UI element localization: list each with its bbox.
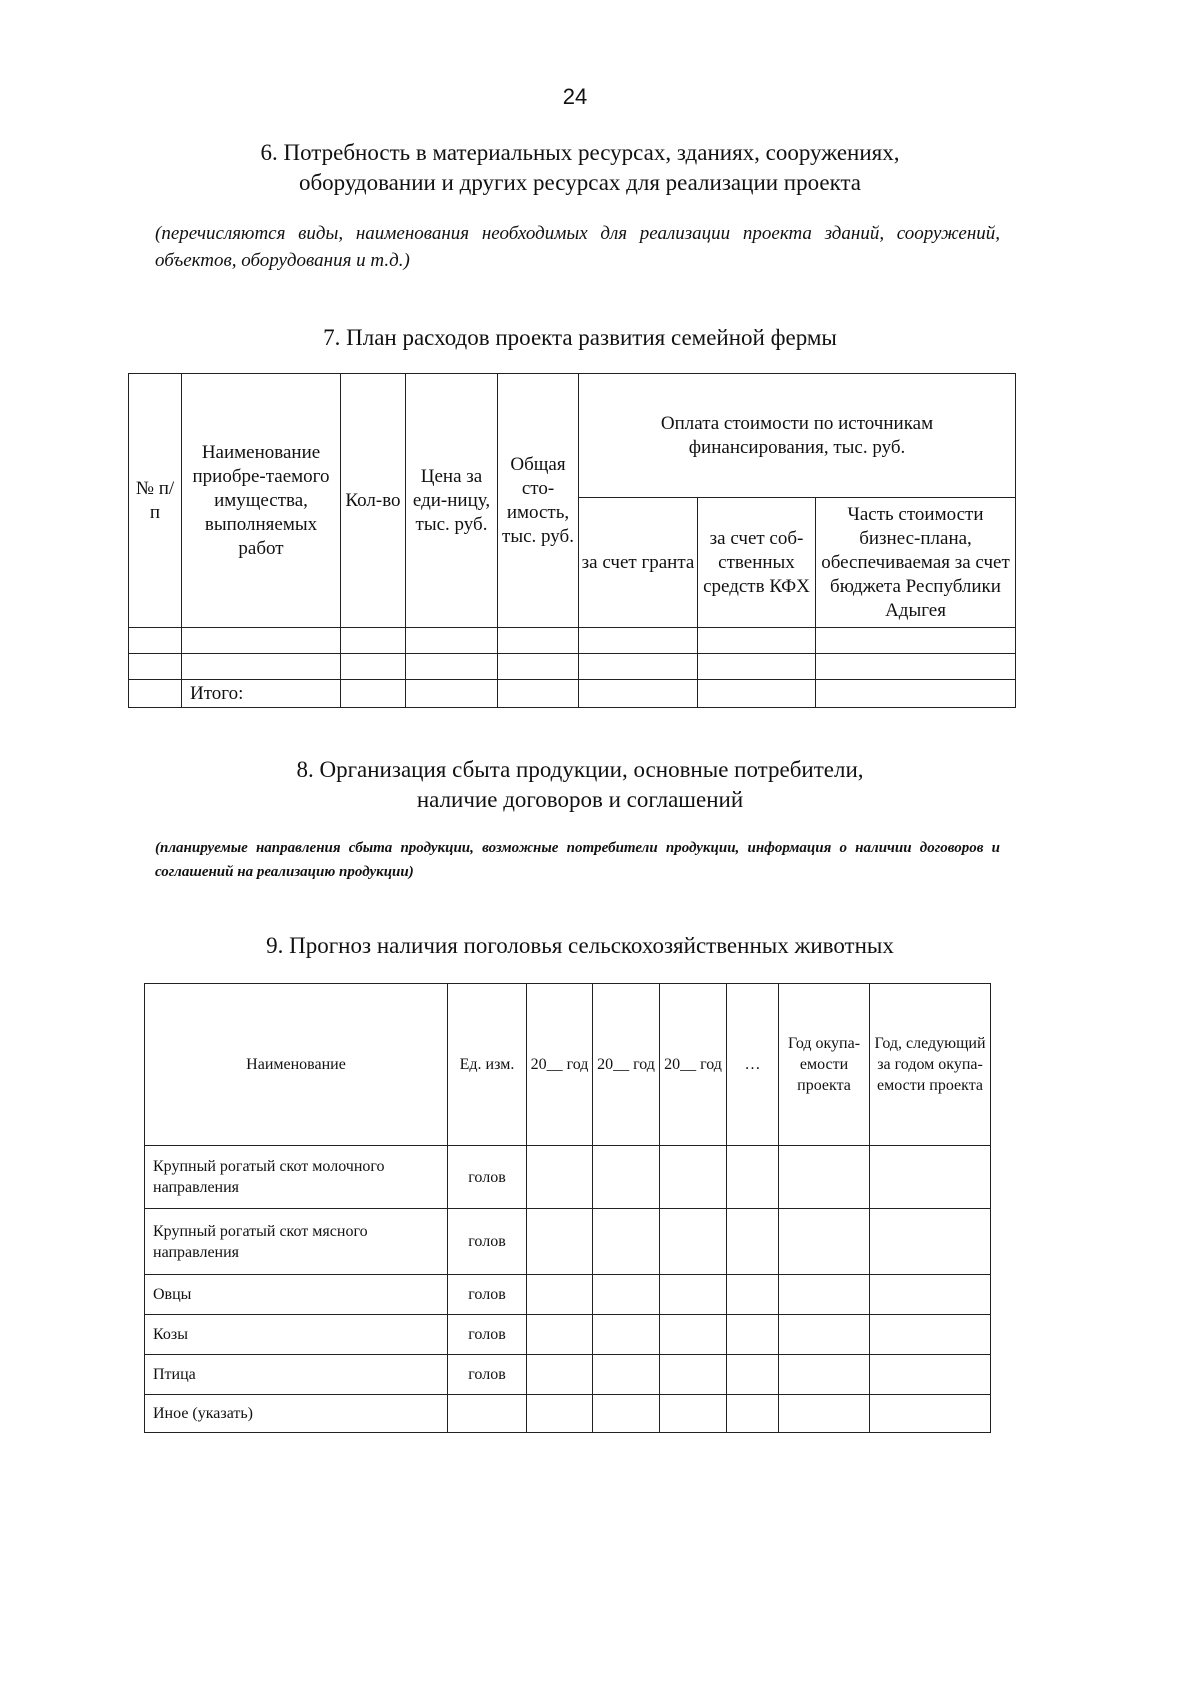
- header-year3: 20__ год: [660, 984, 727, 1146]
- header-payback-year: Год окупа-емости проекта: [779, 984, 870, 1146]
- table-row: [145, 1275, 991, 1315]
- table-row: [145, 1395, 991, 1433]
- row-name: Птица: [145, 1355, 448, 1395]
- header-ellipsis: …: [727, 984, 779, 1146]
- header-qty: Кол-во: [341, 374, 406, 628]
- table-row: [129, 654, 1016, 680]
- header-grant: за счет гранта: [579, 498, 698, 628]
- header-payment: Оплата стоимости по источникам финансирования, тыс. руб.: [579, 374, 1016, 498]
- row-unit: [448, 1395, 527, 1433]
- header-year1: 20__ год: [527, 984, 593, 1146]
- row-name: Иное (указать): [145, 1395, 448, 1433]
- row-unit: голов: [448, 1209, 527, 1275]
- table-row: [129, 628, 1016, 654]
- section7-title: 7. План расходов проекта развития семейной фермы: [323, 325, 837, 350]
- header-after-payback-year: Год, следующий за годом окупа-емости проекта: [870, 984, 991, 1146]
- header-num: № п/п: [129, 374, 182, 628]
- title-line: наличие договоров и соглашений: [416, 787, 744, 812]
- header-budget: Часть стоимости бизнес-плана, обеспечиваемая за счет бюджета Республики Адыгея: [816, 498, 1016, 628]
- title-line: 8. Организация сбыта продукции, основные потребители,: [296, 757, 864, 782]
- table-row: [145, 1355, 991, 1395]
- table-row: [145, 1209, 991, 1275]
- header-unit: Ед. изм.: [448, 984, 527, 1146]
- table-row: [145, 1315, 991, 1355]
- table-row: [145, 1146, 991, 1209]
- page-number: 24: [562, 84, 588, 109]
- header-name: Наименование приобре-таемого имущества, выполняемых работ: [182, 374, 341, 628]
- section8-title: [140, 755, 1020, 815]
- row-unit: голов: [448, 1315, 527, 1355]
- header-price: Цена за еди-ницу, тыс. руб.: [406, 374, 498, 628]
- header-name: Наименование: [145, 984, 448, 1146]
- row-name: Крупный рогатый скот мясного направления: [145, 1209, 448, 1275]
- title-line: 6. Потребность в материальных ресурсах, зданиях, сооружениях,: [260, 140, 900, 165]
- section6-title: [140, 138, 1020, 198]
- row-unit: голов: [448, 1355, 527, 1395]
- section9-title: 9. Прогноз наличия поголовья сельскохозяйственных животных: [266, 933, 894, 958]
- header-own: за счет соб-ственных средств КФХ: [698, 498, 816, 628]
- header-year2: 20__ год: [593, 984, 660, 1146]
- row-name: Овцы: [145, 1275, 448, 1315]
- total-label: Итого:: [182, 680, 341, 708]
- section8-note: (планируемые направления сбыта продукции, возможные потребители продукции, информация о наличии договоров и соглашений на реализацию продукции): [155, 840, 1000, 880]
- row-unit: голов: [448, 1146, 527, 1209]
- header-total: Общая сто-имость, тыс. руб.: [498, 374, 579, 628]
- row-unit: голов: [448, 1275, 527, 1315]
- section6-note: (перечисляются виды, наименования необходимых для реализации проекта зданий, сооружений, объектов, оборудования и т.д.): [155, 223, 1000, 271]
- row-name: Козы: [145, 1315, 448, 1355]
- total-row: [129, 680, 1016, 708]
- expense-plan-table: [128, 373, 1016, 708]
- livestock-forecast-table: [144, 983, 991, 1433]
- title-line: оборудовании и других ресурсах для реализации проекта: [298, 170, 862, 195]
- row-name: Крупный рогатый скот молочного направления: [145, 1146, 448, 1209]
